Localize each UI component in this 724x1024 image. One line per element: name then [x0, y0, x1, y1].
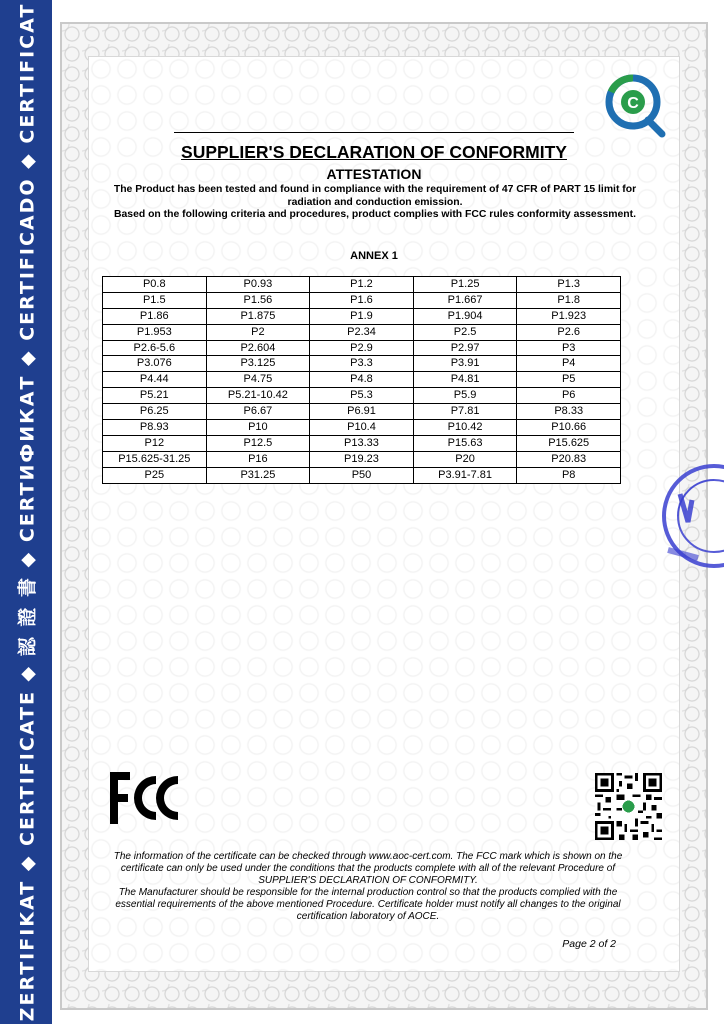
- table-cell: P1.86: [103, 308, 207, 324]
- table-row: [103, 308, 621, 324]
- qr-code-icon: [595, 773, 662, 840]
- table-cell: P3.91-7.81: [413, 467, 517, 483]
- table-row: [103, 435, 621, 451]
- table-row: [103, 372, 621, 388]
- table-row: [103, 404, 621, 420]
- fcc-letter-f: [110, 772, 130, 824]
- table-cell: P3.3: [310, 356, 414, 372]
- table-cell: P6.91: [310, 404, 414, 420]
- table-cell: P50: [310, 467, 414, 483]
- table-row: [103, 467, 621, 483]
- seal-approved-band: [668, 550, 698, 558]
- fcc-letter-c2: [156, 776, 178, 820]
- table-cell: P4: [517, 356, 621, 372]
- compliance-statement: [110, 184, 640, 222]
- table-cell: P10.42: [413, 420, 517, 436]
- table-row: [103, 420, 621, 436]
- fcc-logo-icon: [106, 770, 182, 826]
- table-cell: P0.8: [103, 277, 207, 293]
- table-cell: P2.9: [310, 340, 414, 356]
- table-cell: P4.8: [310, 372, 414, 388]
- table-cell: P1.875: [206, 308, 310, 324]
- company-seal-stamp-icon: [658, 460, 724, 572]
- table-cell: P5.21-10.42: [206, 388, 310, 404]
- statement-1: The Product has been tested and found in compliance with the requirement of 47 CFR of PART 15 limit for radiation and conduction emission.: [113, 184, 637, 208]
- table-cell: P20: [413, 451, 517, 467]
- table-cell: P4.81: [413, 372, 517, 388]
- table-cell: P16: [206, 451, 310, 467]
- table-cell: P6: [517, 388, 621, 404]
- fcc-letter-c1: [134, 776, 156, 820]
- table-cell: P2.97: [413, 340, 517, 356]
- table-cell: P6.67: [206, 404, 310, 420]
- document-title: SUPPLIER'S DECLARATION OF CONFORMITY: [181, 142, 567, 162]
- table-cell: P12: [103, 435, 207, 451]
- table-row: [103, 356, 621, 372]
- annex-title: ANNEX 1: [350, 250, 398, 262]
- table-cell: P3.125: [206, 356, 310, 372]
- table-cell: P1.9: [310, 308, 414, 324]
- table-cell: P4.44: [103, 372, 207, 388]
- table-cell: P5.9: [413, 388, 517, 404]
- side-banner: [0, 0, 52, 1024]
- table-row: [103, 388, 621, 404]
- footer-notice: [108, 851, 628, 923]
- logo-handle: [648, 120, 662, 134]
- table-row: [103, 324, 621, 340]
- table-cell: P0.93: [206, 277, 310, 293]
- side-banner-text: ZERTIFIKAT ◆ CERTIFICATE ◆ 認 證 書 ◆ CERTИФИКАТ ◆ CERTIFICADO ◆ CERTIFICAT: [16, 2, 39, 1022]
- footer-line-2: The Manufacturer should be responsible for the internal production control so that the products complied with the essential requirements of the above mentioned Procedure. Certificate holder must notify all changes to the original certification laboratory of AOCE.: [115, 887, 621, 922]
- title-rule: [174, 132, 574, 133]
- table-cell: P5.21: [103, 388, 207, 404]
- table-cell: P12.5: [206, 435, 310, 451]
- table-cell: P1.5: [103, 292, 207, 308]
- model-table: [102, 276, 621, 484]
- table-cell: P1.953: [103, 324, 207, 340]
- table-row: [103, 292, 621, 308]
- table-cell: P4.75: [206, 372, 310, 388]
- attestation-heading: ATTESTATION: [326, 166, 422, 182]
- logo-letter: C: [627, 95, 639, 112]
- table-cell: P13.33: [310, 435, 414, 451]
- table-cell: P19.23: [310, 451, 414, 467]
- table-cell: P8.93: [103, 420, 207, 436]
- table-cell: P31.25: [206, 467, 310, 483]
- table-cell: P2.5: [413, 324, 517, 340]
- table-cell: P3.91: [413, 356, 517, 372]
- table-cell: P2.34: [310, 324, 414, 340]
- table-cell: P6.25: [103, 404, 207, 420]
- table-cell: P1.904: [413, 308, 517, 324]
- table-cell: P1.2: [310, 277, 414, 293]
- table-cell: P2.6-5.6: [103, 340, 207, 356]
- table-cell: P5.3: [310, 388, 414, 404]
- table-cell: P15.625: [517, 435, 621, 451]
- table-cell: P10: [206, 420, 310, 436]
- aoc-cert-logo-icon: [602, 72, 668, 138]
- table-cell: P1.6: [310, 292, 414, 308]
- table-cell: P1.25: [413, 277, 517, 293]
- table-row: [103, 340, 621, 356]
- table-cell: P5: [517, 372, 621, 388]
- table-cell: P8: [517, 467, 621, 483]
- table-cell: P10.66: [517, 420, 621, 436]
- seal-center-mark: [680, 494, 692, 522]
- table-cell: P8.33: [517, 404, 621, 420]
- statement-2: Based on the following criteria and procedures, product complies with FCC rules conformity assessment.: [114, 209, 636, 221]
- table-cell: P1.3: [517, 277, 621, 293]
- table-cell: P2.604: [206, 340, 310, 356]
- table-cell: P3.076: [103, 356, 207, 372]
- table-cell: P1.56: [206, 292, 310, 308]
- table-cell: P2: [206, 324, 310, 340]
- logo-ring-green: [611, 78, 633, 92]
- table-cell: P10.4: [310, 420, 414, 436]
- page-number: Page 2 of 2: [562, 938, 616, 950]
- table-cell: P1.923: [517, 308, 621, 324]
- table-row: [103, 277, 621, 293]
- table-cell: P1.667: [413, 292, 517, 308]
- table-cell: P15.625-31.25: [103, 451, 207, 467]
- table-cell: P2.6: [517, 324, 621, 340]
- table-cell: P1.8: [517, 292, 621, 308]
- table-cell: P3: [517, 340, 621, 356]
- table-cell: P20.83: [517, 451, 621, 467]
- table-row: [103, 451, 621, 467]
- table-cell: P15.63: [413, 435, 517, 451]
- table-cell: P7.81: [413, 404, 517, 420]
- table-cell: P25: [103, 467, 207, 483]
- footer-line-1: The information of the certificate can be checked through www.aoc-cert.com. The FCC mark which is shown on the certificate can only be used under the conditions that the products complete with all of the relevant Procedure of SUPPLIER'S DECLARATION OF CONFORMITY.: [113, 851, 623, 886]
